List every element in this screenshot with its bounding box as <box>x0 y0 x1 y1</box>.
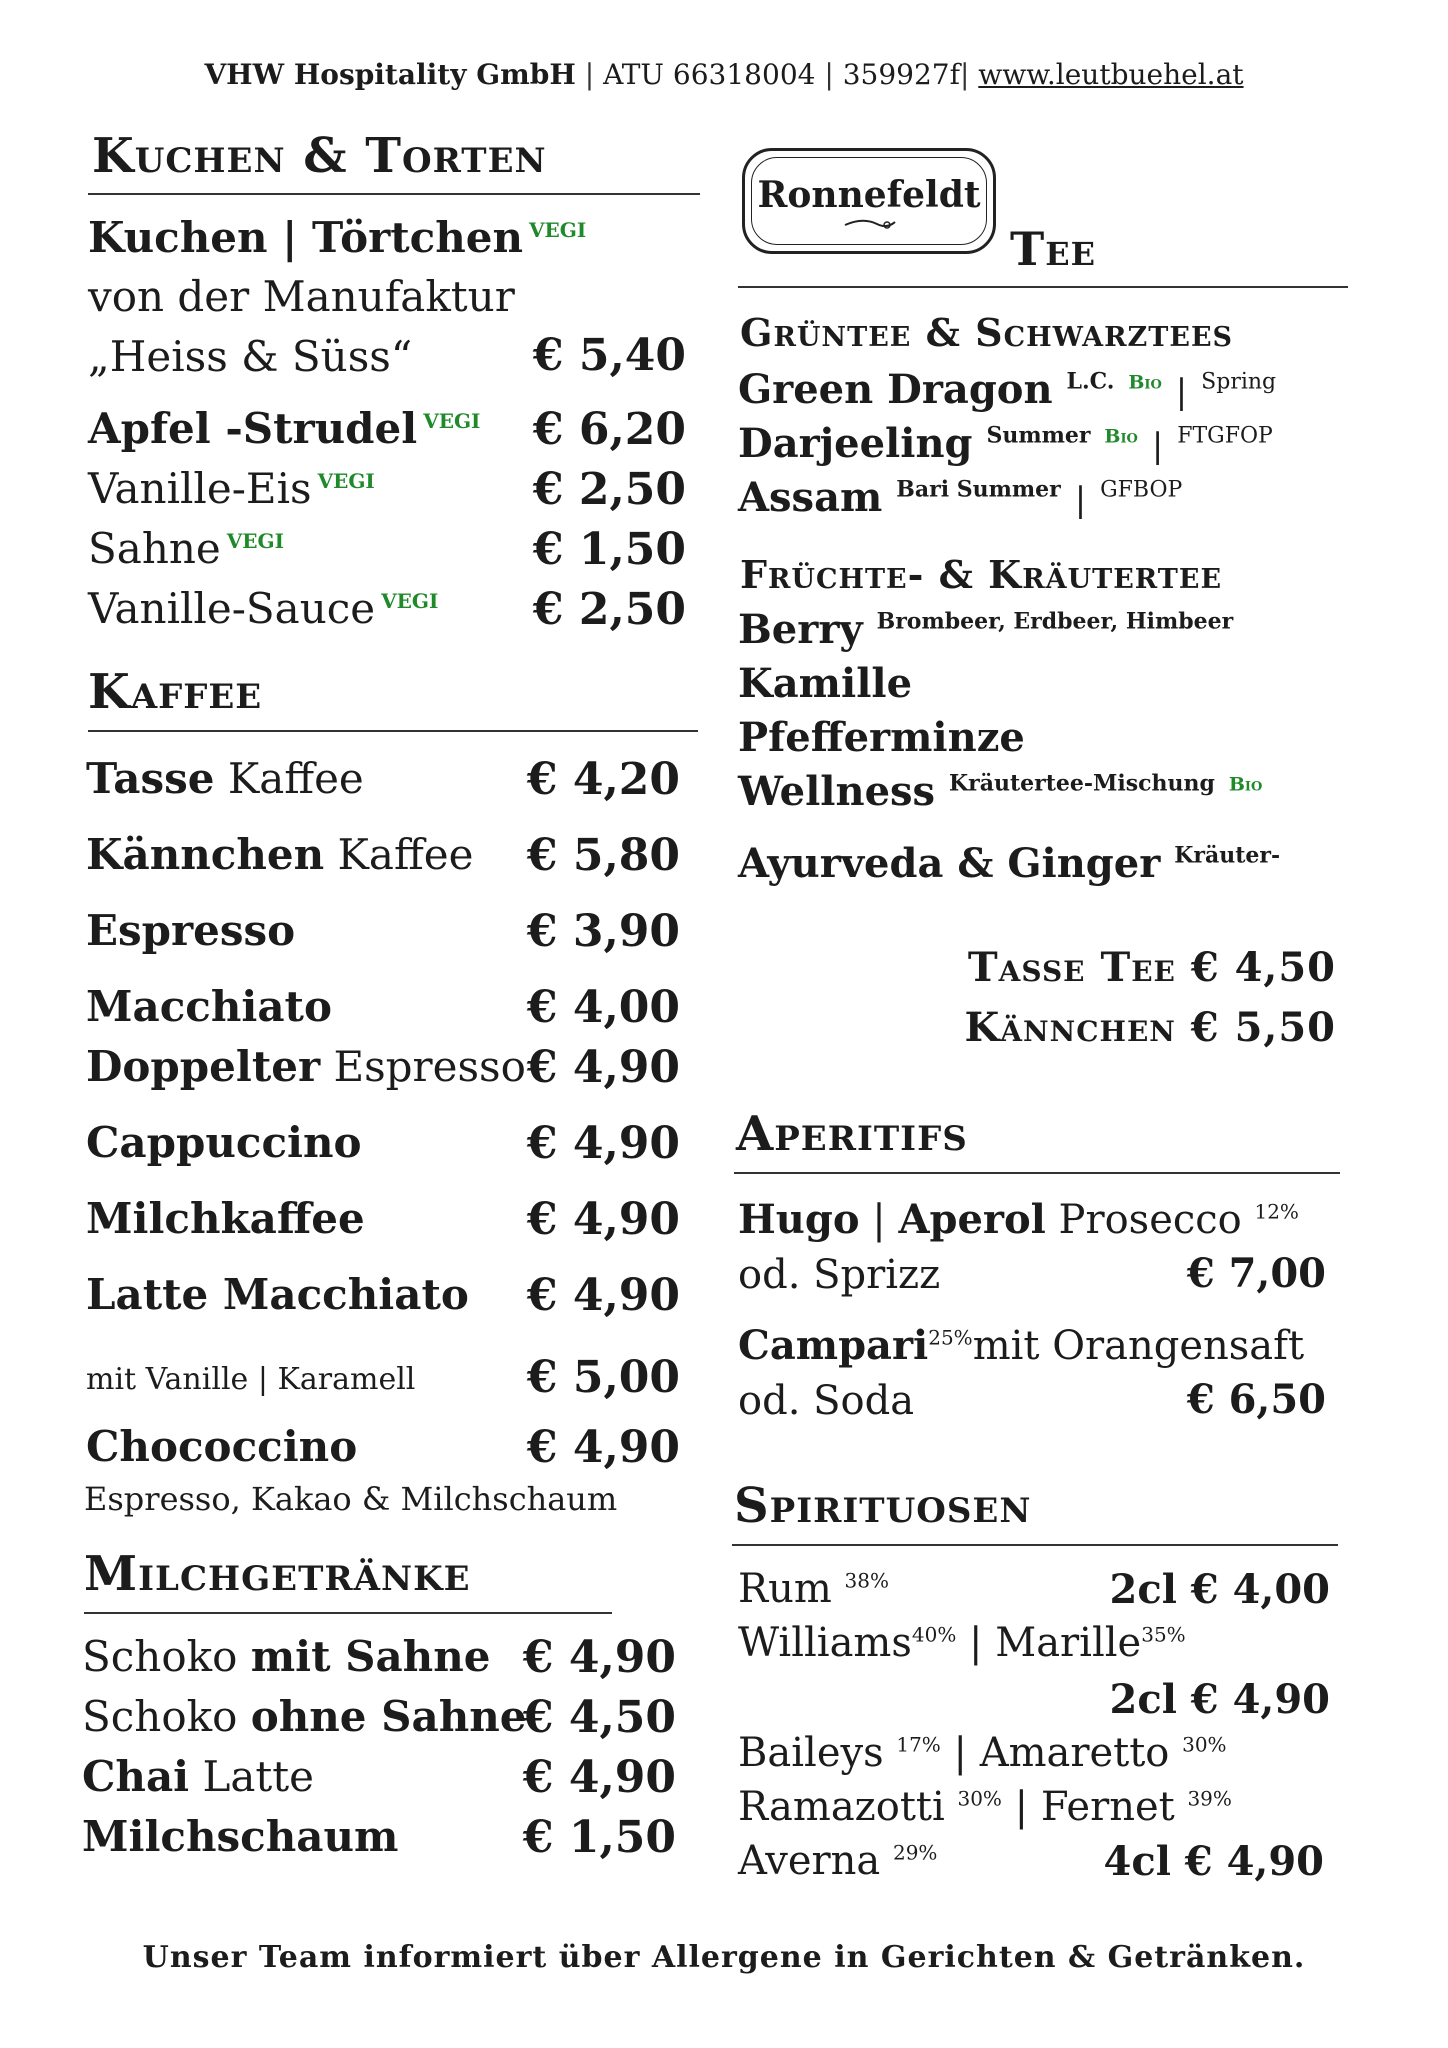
alcohol-percent: 38% <box>844 1568 889 1593</box>
tea-name: Ayurveda & Ginger <box>738 840 1161 887</box>
item-name: Latte Macchiato <box>86 1270 469 1319</box>
menu-item-kaffee <box>86 1118 362 1167</box>
bio-badge: Bio <box>1228 773 1263 796</box>
item-name: Tasse <box>86 754 215 803</box>
item-price: € 4,20 <box>526 754 680 805</box>
tea-grade: GFBOP <box>1100 477 1183 503</box>
separator: | <box>824 58 834 91</box>
separator: | <box>859 1197 899 1243</box>
item-name: Kuchen | Törtchen <box>88 213 523 262</box>
item-price: € 4,00 <box>526 982 680 1033</box>
menu-item-kaffee <box>86 1422 357 1471</box>
subsection-title: Früchte- & Kräutertee <box>740 552 1223 597</box>
section-title-aperitifs: Aperitifs <box>736 1106 968 1162</box>
company-name: VHW Hospitality GmbH <box>204 58 576 91</box>
alcohol-percent: 25% <box>928 1325 973 1350</box>
item-name: Vanille-Sauce <box>88 584 376 633</box>
bio-badge: Bio <box>1128 371 1162 394</box>
item-description: od. Sprizz <box>738 1252 941 1298</box>
item-name-rest: Prosecco <box>1045 1197 1242 1243</box>
separator: | <box>584 58 595 91</box>
item-price: € 4,90 <box>526 1270 680 1321</box>
tea-note: Summer <box>986 422 1091 449</box>
item-price: 2cl € 4,90 <box>1109 1676 1330 1723</box>
section-title-spirituosen: Spirituosen <box>734 1478 1032 1534</box>
menu-item-milch <box>82 1812 398 1861</box>
bio-badge: Bio <box>1104 425 1138 448</box>
item-name: Cappuccino <box>86 1118 362 1167</box>
section-rule <box>734 1172 1340 1174</box>
alcohol-percent: 35% <box>1141 1622 1186 1647</box>
menu-item-campari <box>738 1322 1304 1369</box>
item-name-rest: mit Vanille | Karamell <box>86 1362 416 1397</box>
item-name-rest: Espresso <box>320 1042 526 1091</box>
item-description: Espresso, Kakao & Milchschaum <box>84 1480 618 1518</box>
item-name: Averna <box>738 1838 881 1884</box>
section-rule <box>84 1612 612 1614</box>
item-name: Apfel -Strudel <box>88 404 418 453</box>
tea-name: Wellness <box>738 768 936 815</box>
item-name: Campari <box>738 1322 929 1369</box>
item-name: Milchkaffee <box>86 1194 365 1243</box>
item-name: Sahne <box>88 524 221 573</box>
item-name: Kännchen <box>86 830 325 879</box>
tea-grade: Spring <box>1201 369 1277 395</box>
tea-name: Green Dragon <box>738 366 1053 413</box>
vegi-badge: VEGI <box>423 409 481 433</box>
tea-name: Pfefferminze <box>738 714 1025 761</box>
item-name: Doppelter <box>86 1042 321 1091</box>
item-name: Macchiato <box>86 982 332 1031</box>
alcohol-percent: 12% <box>1254 1199 1299 1224</box>
separator: | <box>1151 426 1164 466</box>
item-price: € 4,50 <box>522 1692 676 1743</box>
tea-note: L.C. <box>1066 368 1115 395</box>
item-price: € 6,20 <box>532 404 686 455</box>
section-title-tee: Tee <box>1010 222 1097 276</box>
item-name: Milchschaum <box>82 1812 399 1861</box>
item-price: € 6,50 <box>1186 1376 1326 1423</box>
tea-note: Bari Summer <box>896 476 1061 503</box>
menu-item-kaffee <box>86 1042 526 1091</box>
menu-item-sahne <box>88 524 284 573</box>
swirl-icon <box>843 215 903 231</box>
item-name: Espresso <box>86 906 296 955</box>
section-rule <box>732 1544 1338 1546</box>
brand-name: Ronnefeldt <box>757 174 981 216</box>
vegi-badge: VEGI <box>381 589 439 613</box>
item-name: Vanille-Eis <box>88 464 312 513</box>
item-name-rest: mit Orangensaft <box>972 1323 1305 1369</box>
section-rule <box>738 286 1348 288</box>
atu-number: ATU 66318004 <box>603 58 816 91</box>
tea-name: Kamille <box>738 660 913 707</box>
item-price: € 4,90 <box>526 1042 680 1093</box>
item-name: Ramazotti <box>738 1784 945 1830</box>
section-title-kuchen: Kuchen & Torten <box>92 128 547 184</box>
menu-item-kaffee <box>86 982 332 1031</box>
item-price: € 1,50 <box>532 524 686 575</box>
item-name: Chai <box>82 1752 190 1801</box>
section-title-kaffee: Kaffee <box>88 664 263 720</box>
alcohol-percent: 40% <box>911 1622 957 1647</box>
item-name: Aperol <box>898 1196 1046 1243</box>
menu-item-milch <box>82 1632 490 1681</box>
separator: | <box>1001 1784 1041 1830</box>
section-rule <box>88 730 698 732</box>
item-price: € 2,50 <box>532 464 686 515</box>
separator: | <box>1175 372 1188 412</box>
tea-item <box>738 606 1233 653</box>
item-price: € 4,90 <box>522 1752 676 1803</box>
menu-item-apfelstrudel <box>88 404 480 453</box>
tea-item <box>738 366 1276 413</box>
menu-item-kaffee <box>86 906 295 955</box>
menu-item-kaffee <box>86 1270 469 1319</box>
item-price: € 4,90 <box>526 1422 680 1473</box>
tea-name: Assam <box>738 474 883 521</box>
alcohol-percent: 30% <box>957 1786 1002 1811</box>
menu-item-rum <box>738 1566 889 1612</box>
alcohol-percent: 39% <box>1187 1786 1232 1811</box>
tea-item <box>738 420 1273 467</box>
tea-item <box>738 840 1280 887</box>
item-name-plain: Schoko <box>82 1692 251 1741</box>
item-price: € 4,90 <box>526 1118 680 1169</box>
item-price: € 1,50 <box>522 1812 676 1863</box>
section-rule <box>88 193 700 195</box>
item-name: ohne Sahne <box>250 1692 527 1741</box>
item-description: „Heiss & Süss“ <box>88 332 413 381</box>
alcohol-percent: 30% <box>1182 1732 1227 1757</box>
menu-item-williams <box>738 1620 1186 1666</box>
tea-price-kaennchen: Kännchen € 5,50 <box>964 1004 1336 1051</box>
separator: | <box>959 58 970 91</box>
item-price: € 5,40 <box>532 330 686 381</box>
tea-note: Kräutertee-Mischung <box>949 770 1215 797</box>
menu-item-kuchen <box>88 213 586 262</box>
item-name: Amaretto <box>979 1730 1170 1776</box>
item-price: € 7,00 <box>1186 1250 1326 1297</box>
menu-item-ramazotti <box>738 1784 1232 1830</box>
item-price: € 4,90 <box>526 1194 680 1245</box>
item-name-plain: Schoko <box>82 1632 251 1681</box>
item-name: Chococcino <box>86 1422 358 1471</box>
menu-item-vanille-eis <box>88 464 375 513</box>
item-description: od. Soda <box>738 1378 915 1424</box>
item-name: Williams <box>738 1620 912 1666</box>
item-price: € 4,90 <box>522 1632 676 1683</box>
item-name-rest: Kaffee <box>324 830 474 879</box>
vegi-badge: VEGI <box>529 218 587 242</box>
item-name: Marille <box>995 1620 1142 1666</box>
website-link[interactable]: www.leutbuehel.at <box>978 58 1244 91</box>
item-price: € 5,00 <box>526 1352 680 1403</box>
menu-item-vanille-sauce <box>88 584 438 633</box>
alcohol-percent: 29% <box>892 1840 938 1865</box>
tea-name: Darjeeling <box>738 420 973 467</box>
separator: | <box>1074 480 1087 520</box>
ronnefeldt-logo <box>742 148 996 254</box>
menu-item-baileys <box>738 1730 1227 1776</box>
subsection-title: Grüntee & Schwarztees <box>740 310 1234 355</box>
item-name: Baileys <box>738 1730 884 1776</box>
fn-number: 359927f <box>842 58 960 91</box>
menu-item-kaffee <box>86 1194 365 1243</box>
allergen-notice: Unser Team informiert über Allergene in Gerichten & Getränken. <box>142 1940 1306 1975</box>
tea-item <box>738 768 1262 815</box>
menu-item-averna <box>738 1838 937 1884</box>
item-name: Rum <box>738 1566 832 1612</box>
item-name: mit Sahne <box>250 1632 491 1681</box>
menu-item-kaffee <box>86 830 474 879</box>
menu-item-hugo <box>738 1196 1299 1243</box>
separator: | <box>956 1620 996 1666</box>
vegi-badge: VEGI <box>226 529 284 553</box>
item-price: € 5,80 <box>526 830 680 881</box>
item-name-rest: Latte <box>189 1752 315 1801</box>
tea-note: Kräuter- <box>1174 842 1281 869</box>
item-price: 2cl € 4,00 <box>1109 1566 1330 1613</box>
tea-note: Brombeer, Erdbeer, Himbeer <box>876 608 1234 635</box>
item-name-rest: Kaffee <box>214 754 364 803</box>
section-title-milchgetraenke: Milchgetränke <box>84 1546 471 1602</box>
menu-item-kaffee <box>86 754 364 803</box>
tea-item <box>738 474 1182 521</box>
separator: | <box>940 1730 980 1776</box>
item-price: € 2,50 <box>532 584 686 635</box>
tea-grade: FTGFOP <box>1177 423 1273 449</box>
menu-item-milch <box>82 1692 527 1741</box>
menu-item-kaffee <box>86 1362 415 1397</box>
header-line <box>0 58 1448 91</box>
item-description: von der Manufaktur <box>88 272 515 321</box>
item-price: 4cl € 4,90 <box>1103 1838 1324 1885</box>
item-price: € 3,90 <box>526 906 680 957</box>
tea-name: Berry <box>738 606 863 653</box>
vegi-badge: VEGI <box>317 469 375 493</box>
menu-item-milch <box>82 1752 314 1801</box>
item-name: Fernet <box>1040 1784 1175 1830</box>
alcohol-percent: 17% <box>896 1732 941 1757</box>
tea-price-tasse: Tasse Tee € 4,50 <box>967 944 1336 991</box>
item-name: Hugo <box>738 1196 860 1243</box>
